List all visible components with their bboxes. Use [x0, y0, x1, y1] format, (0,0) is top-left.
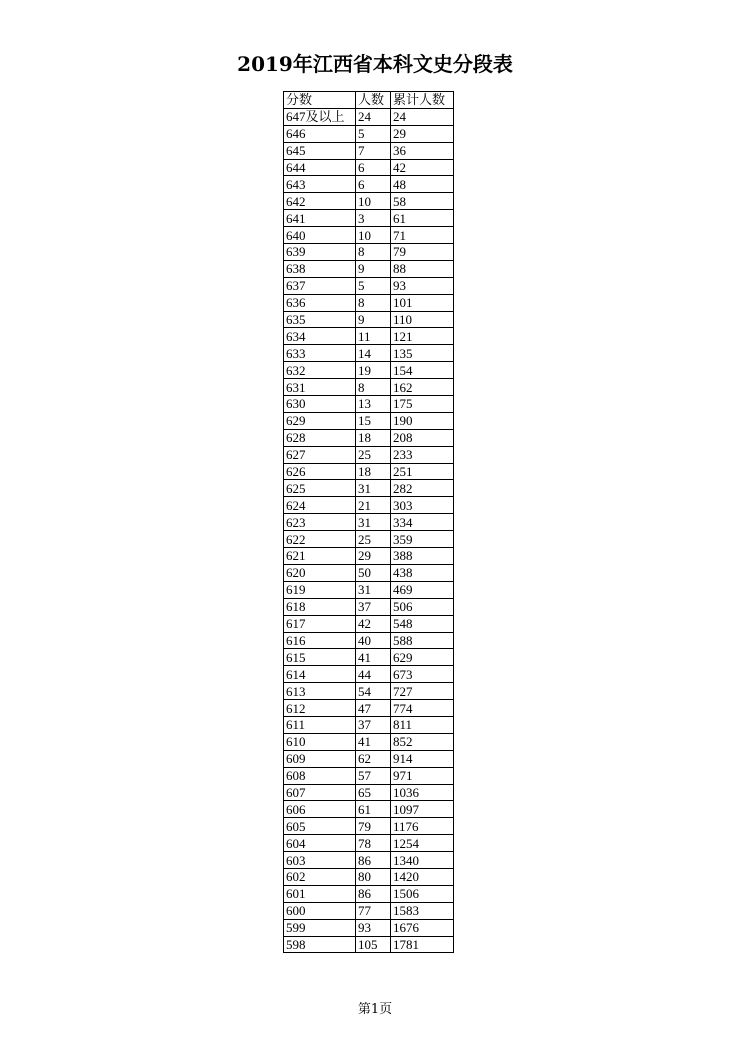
- table-row: [284, 277, 454, 294]
- cell-cumulative: 61: [391, 210, 454, 227]
- table-row: [284, 716, 454, 733]
- table-row: [284, 260, 454, 277]
- cell-score: 609: [284, 750, 356, 767]
- cell-count: 18: [356, 463, 391, 480]
- cell-score: 606: [284, 801, 356, 818]
- cell-cumulative: 1420: [391, 868, 454, 885]
- header-cumulative: 累计人数: [391, 92, 454, 109]
- cell-count: 40: [356, 632, 391, 649]
- table-row: [284, 784, 454, 801]
- table-row: [284, 412, 454, 429]
- cell-cumulative: 1097: [391, 801, 454, 818]
- page-number: 第1页: [357, 1002, 393, 1017]
- cell-cumulative: 388: [391, 548, 454, 565]
- cell-score: 643: [284, 176, 356, 193]
- cell-score: 614: [284, 666, 356, 683]
- table-row: [284, 396, 454, 413]
- cell-count: 42: [356, 615, 391, 632]
- table-row: [284, 598, 454, 615]
- cell-cumulative: 469: [391, 581, 454, 598]
- table-row: [284, 852, 454, 869]
- table-row: [284, 649, 454, 666]
- cell-score: 625: [284, 480, 356, 497]
- cell-score: 616: [284, 632, 356, 649]
- cell-count: 86: [356, 852, 391, 869]
- cell-score: 627: [284, 446, 356, 463]
- table-row: [284, 531, 454, 548]
- table-row: [284, 497, 454, 514]
- cell-count: 29: [356, 548, 391, 565]
- table-row: [284, 818, 454, 835]
- table-row: [284, 429, 454, 446]
- cell-cumulative: 93: [391, 277, 454, 294]
- cell-cumulative: 1676: [391, 919, 454, 936]
- cell-count: 8: [356, 294, 391, 311]
- cell-count: 24: [356, 108, 391, 125]
- table-row: [284, 463, 454, 480]
- table-row: [284, 193, 454, 210]
- cell-count: 25: [356, 446, 391, 463]
- cell-cumulative: 88: [391, 260, 454, 277]
- cell-cumulative: 548: [391, 615, 454, 632]
- cell-count: 86: [356, 885, 391, 902]
- cell-score: 631: [284, 379, 356, 396]
- cell-cumulative: 852: [391, 733, 454, 750]
- cell-cumulative: 774: [391, 700, 454, 717]
- cell-cumulative: 101: [391, 294, 454, 311]
- score-distribution-table: [283, 91, 454, 953]
- cell-count: 80: [356, 868, 391, 885]
- table-row: [284, 328, 454, 345]
- table-row: [284, 683, 454, 700]
- table-row: [284, 750, 454, 767]
- table-row: [284, 548, 454, 565]
- cell-count: 3: [356, 210, 391, 227]
- table-row: [284, 936, 454, 953]
- table-row: [284, 919, 454, 936]
- cell-score: 620: [284, 564, 356, 581]
- cell-score: 637: [284, 277, 356, 294]
- cell-score: 632: [284, 362, 356, 379]
- cell-score: 641: [284, 210, 356, 227]
- cell-cumulative: 190: [391, 412, 454, 429]
- cell-count: 93: [356, 919, 391, 936]
- table-row: [284, 294, 454, 311]
- cell-count: 61: [356, 801, 391, 818]
- cell-count: 9: [356, 260, 391, 277]
- cell-cumulative: 251: [391, 463, 454, 480]
- cell-cumulative: 24: [391, 108, 454, 125]
- cell-count: 5: [356, 277, 391, 294]
- table-row: [284, 835, 454, 852]
- table-row: [284, 581, 454, 598]
- cell-cumulative: 175: [391, 396, 454, 413]
- cell-score: 602: [284, 868, 356, 885]
- cell-cumulative: 71: [391, 227, 454, 244]
- cell-score: 646: [284, 125, 356, 142]
- table-row: [284, 227, 454, 244]
- cell-cumulative: 1583: [391, 902, 454, 919]
- cell-score: 630: [284, 396, 356, 413]
- cell-count: 41: [356, 733, 391, 750]
- cell-score: 611: [284, 716, 356, 733]
- cell-cumulative: 811: [391, 716, 454, 733]
- cell-score: 619: [284, 581, 356, 598]
- table-row: [284, 868, 454, 885]
- cell-cumulative: 673: [391, 666, 454, 683]
- cell-count: 37: [356, 598, 391, 615]
- cell-count: 77: [356, 902, 391, 919]
- table-row: [284, 666, 454, 683]
- cell-score: 645: [284, 142, 356, 159]
- header-count: 人数: [356, 92, 391, 109]
- cell-count: 10: [356, 193, 391, 210]
- cell-score: 599: [284, 919, 356, 936]
- table-row: [284, 801, 454, 818]
- cell-count: 14: [356, 345, 391, 362]
- cell-cumulative: 36: [391, 142, 454, 159]
- cell-score: 629: [284, 412, 356, 429]
- cell-score: 607: [284, 784, 356, 801]
- cell-count: 31: [356, 480, 391, 497]
- cell-cumulative: 1340: [391, 852, 454, 869]
- cell-count: 62: [356, 750, 391, 767]
- table-row: [284, 210, 454, 227]
- cell-count: 44: [356, 666, 391, 683]
- cell-score: 612: [284, 700, 356, 717]
- cell-score: 642: [284, 193, 356, 210]
- cell-cumulative: 135: [391, 345, 454, 362]
- cell-cumulative: 438: [391, 564, 454, 581]
- cell-count: 13: [356, 396, 391, 413]
- cell-count: 19: [356, 362, 391, 379]
- table-row: [284, 514, 454, 531]
- cell-score: 618: [284, 598, 356, 615]
- cell-cumulative: 914: [391, 750, 454, 767]
- table-row: [284, 733, 454, 750]
- cell-count: 8: [356, 244, 391, 261]
- cell-cumulative: 727: [391, 683, 454, 700]
- cell-count: 6: [356, 176, 391, 193]
- cell-count: 7: [356, 142, 391, 159]
- cell-cumulative: 629: [391, 649, 454, 666]
- cell-cumulative: 506: [391, 598, 454, 615]
- cell-score: 638: [284, 260, 356, 277]
- cell-cumulative: 162: [391, 379, 454, 396]
- cell-count: 105: [356, 936, 391, 953]
- table-row: [284, 176, 454, 193]
- cell-score: 622: [284, 531, 356, 548]
- cell-count: 31: [356, 581, 391, 598]
- cell-score: 613: [284, 683, 356, 700]
- cell-count: 18: [356, 429, 391, 446]
- table-row: [284, 142, 454, 159]
- cell-count: 65: [356, 784, 391, 801]
- cell-count: 79: [356, 818, 391, 835]
- table-row: [284, 244, 454, 261]
- cell-cumulative: 1176: [391, 818, 454, 835]
- table-header-row: [284, 92, 454, 109]
- cell-cumulative: 1254: [391, 835, 454, 852]
- cell-cumulative: 110: [391, 311, 454, 328]
- table-row: [284, 446, 454, 463]
- cell-score: 608: [284, 767, 356, 784]
- cell-score: 626: [284, 463, 356, 480]
- cell-cumulative: 79: [391, 244, 454, 261]
- table-row: [284, 379, 454, 396]
- cell-cumulative: 1781: [391, 936, 454, 953]
- cell-cumulative: 588: [391, 632, 454, 649]
- cell-count: 41: [356, 649, 391, 666]
- cell-cumulative: 359: [391, 531, 454, 548]
- cell-cumulative: 121: [391, 328, 454, 345]
- cell-cumulative: 29: [391, 125, 454, 142]
- cell-score: 647及以上: [284, 108, 356, 125]
- cell-cumulative: 282: [391, 480, 454, 497]
- table-row: [284, 564, 454, 581]
- cell-score: 644: [284, 159, 356, 176]
- cell-count: 8: [356, 379, 391, 396]
- cell-score: 601: [284, 885, 356, 902]
- cell-count: 25: [356, 531, 391, 548]
- cell-cumulative: 208: [391, 429, 454, 446]
- table-row: [284, 362, 454, 379]
- cell-cumulative: 233: [391, 446, 454, 463]
- cell-count: 37: [356, 716, 391, 733]
- table-row: [284, 480, 454, 497]
- cell-cumulative: 154: [391, 362, 454, 379]
- table-body: [284, 108, 454, 953]
- cell-score: 634: [284, 328, 356, 345]
- cell-score: 639: [284, 244, 356, 261]
- table-row: [284, 632, 454, 649]
- cell-count: 6: [356, 159, 391, 176]
- cell-count: 5: [356, 125, 391, 142]
- cell-score: 633: [284, 345, 356, 362]
- cell-score: 621: [284, 548, 356, 565]
- table-row: [284, 345, 454, 362]
- cell-cumulative: 42: [391, 159, 454, 176]
- cell-score: 617: [284, 615, 356, 632]
- header-score: 分数: [284, 92, 356, 109]
- cell-score: 623: [284, 514, 356, 531]
- cell-count: 78: [356, 835, 391, 852]
- cell-score: 600: [284, 902, 356, 919]
- cell-score: 605: [284, 818, 356, 835]
- cell-score: 615: [284, 649, 356, 666]
- cell-score: 603: [284, 852, 356, 869]
- cell-cumulative: 48: [391, 176, 454, 193]
- cell-count: 47: [356, 700, 391, 717]
- table-row: [284, 700, 454, 717]
- page-title: 2019年江西省本科文史分段表: [237, 52, 513, 76]
- cell-count: 57: [356, 767, 391, 784]
- cell-cumulative: 1036: [391, 784, 454, 801]
- cell-score: 604: [284, 835, 356, 852]
- cell-count: 54: [356, 683, 391, 700]
- cell-score: 640: [284, 227, 356, 244]
- cell-cumulative: 58: [391, 193, 454, 210]
- cell-count: 9: [356, 311, 391, 328]
- table-row: [284, 615, 454, 632]
- cell-cumulative: 303: [391, 497, 454, 514]
- table-row: [284, 767, 454, 784]
- cell-cumulative: 334: [391, 514, 454, 531]
- cell-count: 31: [356, 514, 391, 531]
- table-row: [284, 902, 454, 919]
- cell-count: 21: [356, 497, 391, 514]
- table-row: [284, 885, 454, 902]
- cell-count: 50: [356, 564, 391, 581]
- cell-count: 10: [356, 227, 391, 244]
- cell-count: 11: [356, 328, 391, 345]
- cell-score: 635: [284, 311, 356, 328]
- cell-cumulative: 971: [391, 767, 454, 784]
- cell-score: 610: [284, 733, 356, 750]
- cell-score: 598: [284, 936, 356, 953]
- table-row: [284, 108, 454, 125]
- cell-score: 628: [284, 429, 356, 446]
- cell-cumulative: 1506: [391, 885, 454, 902]
- cell-score: 624: [284, 497, 356, 514]
- cell-score: 636: [284, 294, 356, 311]
- table-row: [284, 159, 454, 176]
- cell-count: 15: [356, 412, 391, 429]
- table-row: [284, 125, 454, 142]
- table-row: [284, 311, 454, 328]
